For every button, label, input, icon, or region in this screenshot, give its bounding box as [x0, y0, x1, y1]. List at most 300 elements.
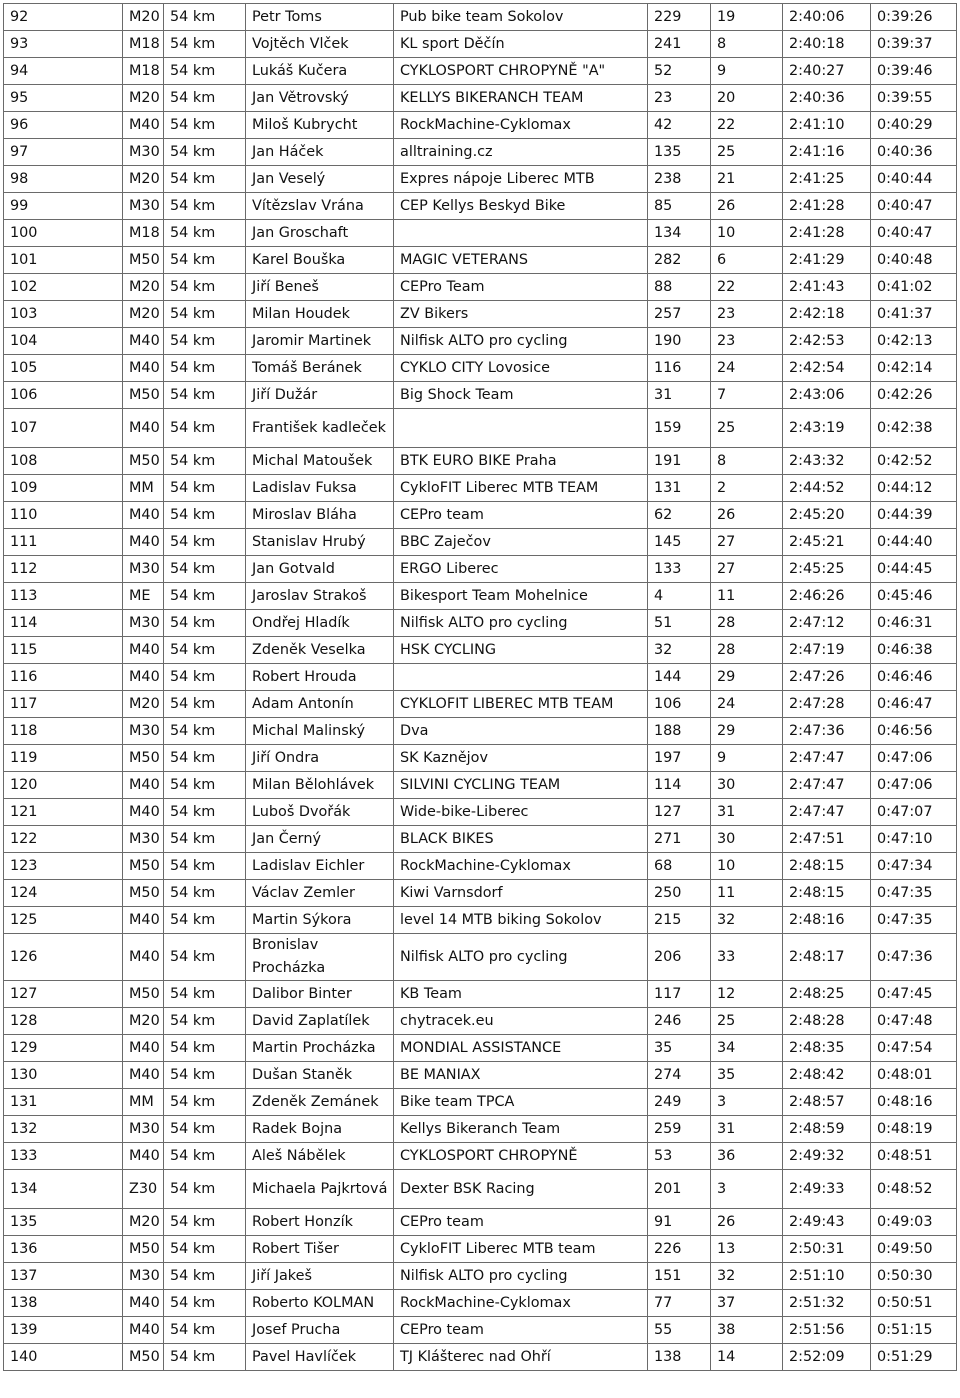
position-cell: 103	[4, 301, 123, 328]
category-cell: Z30	[123, 1170, 164, 1209]
table-row	[4, 691, 957, 718]
position-cell: 110	[4, 502, 123, 529]
category-cell: M40	[123, 637, 164, 664]
bib-number-cell: 238	[648, 166, 711, 193]
distance-cell: 54 km	[164, 31, 246, 58]
category-cell: MM	[123, 475, 164, 502]
team-cell: BLACK BIKES	[394, 826, 648, 853]
time-behind-cell: 0:46:46	[871, 664, 957, 691]
category-cell: M20	[123, 691, 164, 718]
team-cell: Nilfisk ALTO pro cycling	[394, 328, 648, 355]
category-rank-cell: 24	[711, 691, 783, 718]
category-cell: M20	[123, 1008, 164, 1035]
rider-name-cell: Radek Bojna	[246, 1116, 394, 1143]
position-cell: 100	[4, 220, 123, 247]
bib-number-cell: 257	[648, 301, 711, 328]
team-cell: level 14 MTB biking Sokolov	[394, 907, 648, 934]
rider-name-cell: Pavel Havlíček	[246, 1344, 394, 1371]
rider-name-cell: Jan Gotvald	[246, 556, 394, 583]
category-rank-cell: 26	[711, 502, 783, 529]
time-behind-cell: 0:42:52	[871, 448, 957, 475]
category-cell: M40	[123, 529, 164, 556]
bib-number-cell: 190	[648, 328, 711, 355]
team-cell	[394, 220, 648, 247]
finish-time-cell: 2:51:10	[783, 1263, 871, 1290]
position-cell: 121	[4, 799, 123, 826]
category-rank-cell: 7	[711, 382, 783, 409]
position-cell: 138	[4, 1290, 123, 1317]
distance-cell: 54 km	[164, 691, 246, 718]
table-row	[4, 1209, 957, 1236]
distance-cell: 54 km	[164, 502, 246, 529]
bib-number-cell: 215	[648, 907, 711, 934]
position-cell: 137	[4, 1263, 123, 1290]
bib-number-cell: 226	[648, 1236, 711, 1263]
position-cell: 94	[4, 58, 123, 85]
team-cell: CYKLOSPORT CHROPYNĚ	[394, 1143, 648, 1170]
table-row	[4, 718, 957, 745]
category-cell: ME	[123, 583, 164, 610]
table-row	[4, 772, 957, 799]
bib-number-cell: 144	[648, 664, 711, 691]
bib-number-cell: 133	[648, 556, 711, 583]
distance-cell: 54 km	[164, 475, 246, 502]
bib-number-cell: 131	[648, 475, 711, 502]
distance-cell: 54 km	[164, 1008, 246, 1035]
bib-number-cell: 271	[648, 826, 711, 853]
time-behind-cell: 0:48:52	[871, 1170, 957, 1209]
rider-name-cell: Zdeněk Zemánek	[246, 1089, 394, 1116]
finish-time-cell: 2:48:25	[783, 981, 871, 1008]
category-rank-cell: 10	[711, 220, 783, 247]
finish-time-cell: 2:40:18	[783, 31, 871, 58]
finish-time-cell: 2:48:15	[783, 853, 871, 880]
time-behind-cell: 0:47:10	[871, 826, 957, 853]
category-cell: M30	[123, 718, 164, 745]
distance-cell: 54 km	[164, 1344, 246, 1371]
finish-time-cell: 2:43:19	[783, 409, 871, 448]
bib-number-cell: 117	[648, 981, 711, 1008]
distance-cell: 54 km	[164, 193, 246, 220]
category-rank-cell: 23	[711, 301, 783, 328]
time-behind-cell: 0:48:01	[871, 1062, 957, 1089]
table-row	[4, 85, 957, 112]
rider-name-cell: Zdeněk Veselka	[246, 637, 394, 664]
time-behind-cell: 0:42:13	[871, 328, 957, 355]
position-cell: 114	[4, 610, 123, 637]
distance-cell: 54 km	[164, 166, 246, 193]
position-cell: 111	[4, 529, 123, 556]
distance-cell: 54 km	[164, 274, 246, 301]
bib-number-cell: 206	[648, 934, 711, 981]
category-rank-cell: 14	[711, 1344, 783, 1371]
finish-time-cell: 2:48:57	[783, 1089, 871, 1116]
team-cell: HSK CYCLING	[394, 637, 648, 664]
time-behind-cell: 0:47:34	[871, 853, 957, 880]
bib-number-cell: 52	[648, 58, 711, 85]
time-behind-cell: 0:48:51	[871, 1143, 957, 1170]
time-behind-cell: 0:44:12	[871, 475, 957, 502]
distance-cell: 54 km	[164, 610, 246, 637]
time-behind-cell: 0:39:26	[871, 4, 957, 31]
position-cell: 135	[4, 1209, 123, 1236]
category-cell: M40	[123, 502, 164, 529]
finish-time-cell: 2:48:59	[783, 1116, 871, 1143]
time-behind-cell: 0:46:38	[871, 637, 957, 664]
position-cell: 118	[4, 718, 123, 745]
table-row	[4, 981, 957, 1008]
bib-number-cell: 31	[648, 382, 711, 409]
category-cell: M20	[123, 274, 164, 301]
position-cell: 113	[4, 583, 123, 610]
rider-name-cell: Ladislav Fuksa	[246, 475, 394, 502]
team-cell	[394, 409, 648, 448]
time-behind-cell: 0:47:36	[871, 934, 957, 981]
rider-name-cell: Jiří Jakeš	[246, 1263, 394, 1290]
rider-name-cell: Jan Groschaft	[246, 220, 394, 247]
distance-cell: 54 km	[164, 907, 246, 934]
table-row	[4, 502, 957, 529]
table-row	[4, 1143, 957, 1170]
category-rank-cell: 3	[711, 1089, 783, 1116]
table-row	[4, 475, 957, 502]
time-behind-cell: 0:48:19	[871, 1116, 957, 1143]
distance-cell: 54 km	[164, 1209, 246, 1236]
table-row	[4, 355, 957, 382]
distance-cell: 54 km	[164, 799, 246, 826]
table-row	[4, 1008, 957, 1035]
finish-time-cell: 2:48:42	[783, 1062, 871, 1089]
rider-name-cell: Roberto KOLMAN	[246, 1290, 394, 1317]
table-row	[4, 139, 957, 166]
team-cell: Dexter BSK Racing	[394, 1170, 648, 1209]
category-cell: M50	[123, 853, 164, 880]
table-row	[4, 1317, 957, 1344]
category-cell: M18	[123, 58, 164, 85]
team-cell: Bike team TPCA	[394, 1089, 648, 1116]
finish-time-cell: 2:47:19	[783, 637, 871, 664]
bib-number-cell: 62	[648, 502, 711, 529]
rider-name-cell: Jiří Beneš	[246, 274, 394, 301]
rider-name-cell: Martin Sýkora	[246, 907, 394, 934]
bib-number-cell: 145	[648, 529, 711, 556]
bib-number-cell: 35	[648, 1035, 711, 1062]
team-cell: SILVINI CYCLING TEAM	[394, 772, 648, 799]
time-behind-cell: 0:51:15	[871, 1317, 957, 1344]
bib-number-cell: 241	[648, 31, 711, 58]
bib-number-cell: 159	[648, 409, 711, 448]
bib-number-cell: 197	[648, 745, 711, 772]
team-cell: Nilfisk ALTO pro cycling	[394, 610, 648, 637]
distance-cell: 54 km	[164, 826, 246, 853]
position-cell: 115	[4, 637, 123, 664]
category-cell: M50	[123, 382, 164, 409]
team-cell: CEPro team	[394, 1317, 648, 1344]
bib-number-cell: 249	[648, 1089, 711, 1116]
table-row	[4, 112, 957, 139]
rider-name-cell: Jaroslav Strakoš	[246, 583, 394, 610]
distance-cell: 54 km	[164, 1170, 246, 1209]
team-cell: alltraining.cz	[394, 139, 648, 166]
distance-cell: 54 km	[164, 112, 246, 139]
rider-name-cell: Bronislav Procházka	[246, 934, 394, 981]
time-behind-cell: 0:44:45	[871, 556, 957, 583]
team-cell: BE MANIAX	[394, 1062, 648, 1089]
category-cell: M40	[123, 1062, 164, 1089]
team-cell: Big Shock Team	[394, 382, 648, 409]
category-cell: M50	[123, 247, 164, 274]
rider-name-cell: Michal Malinský	[246, 718, 394, 745]
category-rank-cell: 26	[711, 193, 783, 220]
table-row	[4, 880, 957, 907]
category-cell: M30	[123, 1116, 164, 1143]
rider-name-cell: Luboš Dvořák	[246, 799, 394, 826]
bib-number-cell: 4	[648, 583, 711, 610]
position-cell: 130	[4, 1062, 123, 1089]
team-cell: Kellys Bikeranch Team	[394, 1116, 648, 1143]
category-rank-cell: 22	[711, 112, 783, 139]
category-rank-cell: 23	[711, 328, 783, 355]
table-row	[4, 745, 957, 772]
rider-name-cell: Jan Větrovský	[246, 85, 394, 112]
category-cell: M20	[123, 301, 164, 328]
distance-cell: 54 km	[164, 637, 246, 664]
time-behind-cell: 0:44:39	[871, 502, 957, 529]
team-cell: RockMachine-Cyklomax	[394, 1290, 648, 1317]
time-behind-cell: 0:41:02	[871, 274, 957, 301]
team-cell: Pub bike team Sokolov	[394, 4, 648, 31]
category-cell: M50	[123, 1236, 164, 1263]
position-cell: 134	[4, 1170, 123, 1209]
distance-cell: 54 km	[164, 1062, 246, 1089]
finish-time-cell: 2:44:52	[783, 475, 871, 502]
category-cell: M40	[123, 664, 164, 691]
time-behind-cell: 0:51:29	[871, 1344, 957, 1371]
bib-number-cell: 53	[648, 1143, 711, 1170]
bib-number-cell: 77	[648, 1290, 711, 1317]
position-cell: 125	[4, 907, 123, 934]
position-cell: 99	[4, 193, 123, 220]
bib-number-cell: 127	[648, 799, 711, 826]
position-cell: 140	[4, 1344, 123, 1371]
rider-name-cell: Karel Bouška	[246, 247, 394, 274]
rider-name-cell: Miroslav Bláha	[246, 502, 394, 529]
time-behind-cell: 0:47:45	[871, 981, 957, 1008]
category-rank-cell: 9	[711, 745, 783, 772]
position-cell: 128	[4, 1008, 123, 1035]
position-cell: 120	[4, 772, 123, 799]
category-cell: M18	[123, 31, 164, 58]
finish-time-cell: 2:41:28	[783, 220, 871, 247]
results-body	[4, 4, 957, 1371]
rider-name-cell: Michaela Pajkrtová	[246, 1170, 394, 1209]
position-cell: 108	[4, 448, 123, 475]
distance-cell: 54 km	[164, 664, 246, 691]
category-rank-cell: 38	[711, 1317, 783, 1344]
finish-time-cell: 2:45:25	[783, 556, 871, 583]
table-row	[4, 166, 957, 193]
bib-number-cell: 151	[648, 1263, 711, 1290]
rider-name-cell: David Zaplatílek	[246, 1008, 394, 1035]
finish-time-cell: 2:46:26	[783, 583, 871, 610]
position-cell: 112	[4, 556, 123, 583]
finish-time-cell: 2:47:47	[783, 745, 871, 772]
team-cell: CykloFIT Liberec MTB TEAM	[394, 475, 648, 502]
finish-time-cell: 2:47:47	[783, 772, 871, 799]
team-cell: MAGIC VETERANS	[394, 247, 648, 274]
category-rank-cell: 25	[711, 409, 783, 448]
category-rank-cell: 8	[711, 31, 783, 58]
finish-time-cell: 2:41:28	[783, 193, 871, 220]
position-cell: 119	[4, 745, 123, 772]
rider-name-cell: Dalibor Binter	[246, 981, 394, 1008]
team-cell: CykloFIT Liberec MTB team	[394, 1236, 648, 1263]
category-rank-cell: 9	[711, 58, 783, 85]
time-behind-cell: 0:42:26	[871, 382, 957, 409]
time-behind-cell: 0:47:35	[871, 880, 957, 907]
position-cell: 123	[4, 853, 123, 880]
category-rank-cell: 25	[711, 1008, 783, 1035]
team-cell: BBC Zaječov	[394, 529, 648, 556]
finish-time-cell: 2:40:06	[783, 4, 871, 31]
bib-number-cell: 191	[648, 448, 711, 475]
category-cell: M40	[123, 1290, 164, 1317]
time-behind-cell: 0:40:48	[871, 247, 957, 274]
category-cell: M40	[123, 328, 164, 355]
distance-cell: 54 km	[164, 1143, 246, 1170]
position-cell: 122	[4, 826, 123, 853]
position-cell: 133	[4, 1143, 123, 1170]
position-cell: 129	[4, 1035, 123, 1062]
table-row	[4, 1290, 957, 1317]
finish-time-cell: 2:47:28	[783, 691, 871, 718]
finish-time-cell: 2:49:33	[783, 1170, 871, 1209]
team-cell: RockMachine-Cyklomax	[394, 853, 648, 880]
table-row	[4, 1035, 957, 1062]
distance-cell: 54 km	[164, 328, 246, 355]
finish-time-cell: 2:48:17	[783, 934, 871, 981]
category-rank-cell: 2	[711, 475, 783, 502]
distance-cell: 54 km	[164, 409, 246, 448]
table-row	[4, 556, 957, 583]
finish-time-cell: 2:41:43	[783, 274, 871, 301]
distance-cell: 54 km	[164, 745, 246, 772]
finish-time-cell: 2:42:53	[783, 328, 871, 355]
distance-cell: 54 km	[164, 448, 246, 475]
finish-time-cell: 2:47:12	[783, 610, 871, 637]
category-cell: M40	[123, 409, 164, 448]
category-rank-cell: 21	[711, 166, 783, 193]
category-rank-cell: 30	[711, 826, 783, 853]
distance-cell: 54 km	[164, 1236, 246, 1263]
distance-cell: 54 km	[164, 556, 246, 583]
position-cell: 132	[4, 1116, 123, 1143]
position-cell: 97	[4, 139, 123, 166]
distance-cell: 54 km	[164, 934, 246, 981]
distance-cell: 54 km	[164, 1317, 246, 1344]
table-row	[4, 4, 957, 31]
finish-time-cell: 2:47:51	[783, 826, 871, 853]
bib-number-cell: 23	[648, 85, 711, 112]
category-cell: M40	[123, 112, 164, 139]
team-cell: ERGO Liberec	[394, 556, 648, 583]
distance-cell: 54 km	[164, 853, 246, 880]
finish-time-cell: 2:41:29	[783, 247, 871, 274]
finish-time-cell: 2:40:36	[783, 85, 871, 112]
distance-cell: 54 km	[164, 139, 246, 166]
rider-name-cell: Jaromir Martinek	[246, 328, 394, 355]
team-cell: chytracek.eu	[394, 1008, 648, 1035]
position-cell: 139	[4, 1317, 123, 1344]
finish-time-cell: 2:41:10	[783, 112, 871, 139]
category-cell: M40	[123, 355, 164, 382]
position-cell: 98	[4, 166, 123, 193]
rider-name-cell: Jiří Ondra	[246, 745, 394, 772]
rider-name-cell: Robert Honzík	[246, 1209, 394, 1236]
category-rank-cell: 33	[711, 934, 783, 981]
table-row	[4, 409, 957, 448]
distance-cell: 54 km	[164, 981, 246, 1008]
category-rank-cell: 11	[711, 583, 783, 610]
time-behind-cell: 0:49:50	[871, 1236, 957, 1263]
table-row	[4, 1089, 957, 1116]
time-behind-cell: 0:45:46	[871, 583, 957, 610]
table-row	[4, 382, 957, 409]
category-rank-cell: 20	[711, 85, 783, 112]
bib-number-cell: 32	[648, 637, 711, 664]
category-cell: M30	[123, 139, 164, 166]
team-cell: CYKLO CITY Lovosice	[394, 355, 648, 382]
category-cell: M50	[123, 745, 164, 772]
table-row	[4, 301, 957, 328]
table-row	[4, 193, 957, 220]
rider-name-cell: Ondřej Hladík	[246, 610, 394, 637]
category-cell: MM	[123, 1089, 164, 1116]
time-behind-cell: 0:48:16	[871, 1089, 957, 1116]
finish-time-cell: 2:43:06	[783, 382, 871, 409]
table-row	[4, 58, 957, 85]
team-cell: MONDIAL ASSISTANCE	[394, 1035, 648, 1062]
category-rank-cell: 31	[711, 799, 783, 826]
time-behind-cell: 0:44:40	[871, 529, 957, 556]
rider-name-cell: Vítězslav Vrána	[246, 193, 394, 220]
distance-cell: 54 km	[164, 529, 246, 556]
finish-time-cell: 2:41:25	[783, 166, 871, 193]
category-cell: M50	[123, 1344, 164, 1371]
category-rank-cell: 32	[711, 1263, 783, 1290]
team-cell: Bikesport Team Mohelnice	[394, 583, 648, 610]
team-cell: BTK EURO BIKE Praha	[394, 448, 648, 475]
category-rank-cell: 24	[711, 355, 783, 382]
bib-number-cell: 55	[648, 1317, 711, 1344]
finish-time-cell: 2:49:43	[783, 1209, 871, 1236]
team-cell: ZV Bikers	[394, 301, 648, 328]
bib-number-cell: 259	[648, 1116, 711, 1143]
team-cell: CEPro team	[394, 1209, 648, 1236]
table-row	[4, 220, 957, 247]
team-cell: CYKLOFIT LIBEREC MTB TEAM	[394, 691, 648, 718]
table-row	[4, 907, 957, 934]
category-cell: M40	[123, 772, 164, 799]
rider-name-cell: Lukáš Kučera	[246, 58, 394, 85]
finish-time-cell: 2:48:15	[783, 880, 871, 907]
rider-name-cell: Robert Tišer	[246, 1236, 394, 1263]
rider-name-cell: Miloš Kubrycht	[246, 112, 394, 139]
distance-cell: 54 km	[164, 1290, 246, 1317]
finish-time-cell: 2:52:09	[783, 1344, 871, 1371]
category-rank-cell: 19	[711, 4, 783, 31]
position-cell: 136	[4, 1236, 123, 1263]
